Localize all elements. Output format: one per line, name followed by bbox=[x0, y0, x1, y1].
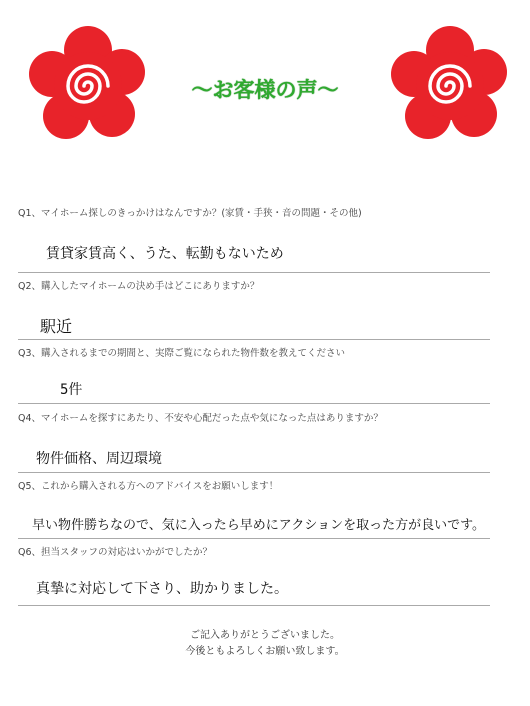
question-block-1 bbox=[18, 205, 490, 262]
question-text: Q4、マイホームを探すにあたり、不安や心配だった点や気になった点はありますか？ bbox=[18, 413, 383, 424]
answer-text: 早い物件勝ちなので、気に入ったら早めにアクションを取った方が良いです。 bbox=[32, 518, 486, 533]
question-text: Q5、これから購入される方へのアドバイスをお願いします！ bbox=[18, 481, 279, 492]
closing-message bbox=[0, 628, 530, 660]
divider bbox=[18, 538, 490, 539]
divider bbox=[18, 472, 490, 473]
divider bbox=[18, 272, 490, 273]
question-text: Q2、購入したマイホームの決め手はどこにありますか？ bbox=[18, 281, 260, 292]
answer-text: 駅近 bbox=[40, 317, 73, 336]
question-block-2 bbox=[18, 278, 490, 336]
answer-text: 真摯に対応して下さり、助かりました。 bbox=[36, 581, 288, 597]
question-text: Q6、担当スタッフの対応はいかがでしたか？ bbox=[18, 547, 213, 558]
closing-line-2: 今後ともよろしくお願い致します。 bbox=[185, 646, 345, 657]
question-block-4 bbox=[18, 410, 490, 467]
answer-text: 賃貸家賃高く、うた、転勤もないため bbox=[46, 246, 284, 262]
question-text: Q3、購入されるまでの期間と、実際ご覧になられた物件数を教えてください bbox=[18, 348, 346, 359]
divider bbox=[18, 339, 490, 340]
question-block-6 bbox=[18, 544, 490, 597]
question-block-3 bbox=[18, 345, 490, 398]
question-block-5 bbox=[18, 478, 490, 533]
divider bbox=[18, 605, 490, 606]
divider bbox=[18, 403, 490, 404]
answer-text: 物件価格、周辺環境 bbox=[36, 451, 162, 467]
page-title: 〜お客様の声〜 bbox=[191, 78, 339, 102]
question-text: Q1、マイホーム探しのきっかけはなんですか？(家賃・手狭・音の問題・その他) bbox=[18, 208, 362, 219]
closing-line-1: ご記入ありがとうございました。 bbox=[190, 630, 340, 641]
answer-text: 5件 bbox=[60, 382, 83, 398]
